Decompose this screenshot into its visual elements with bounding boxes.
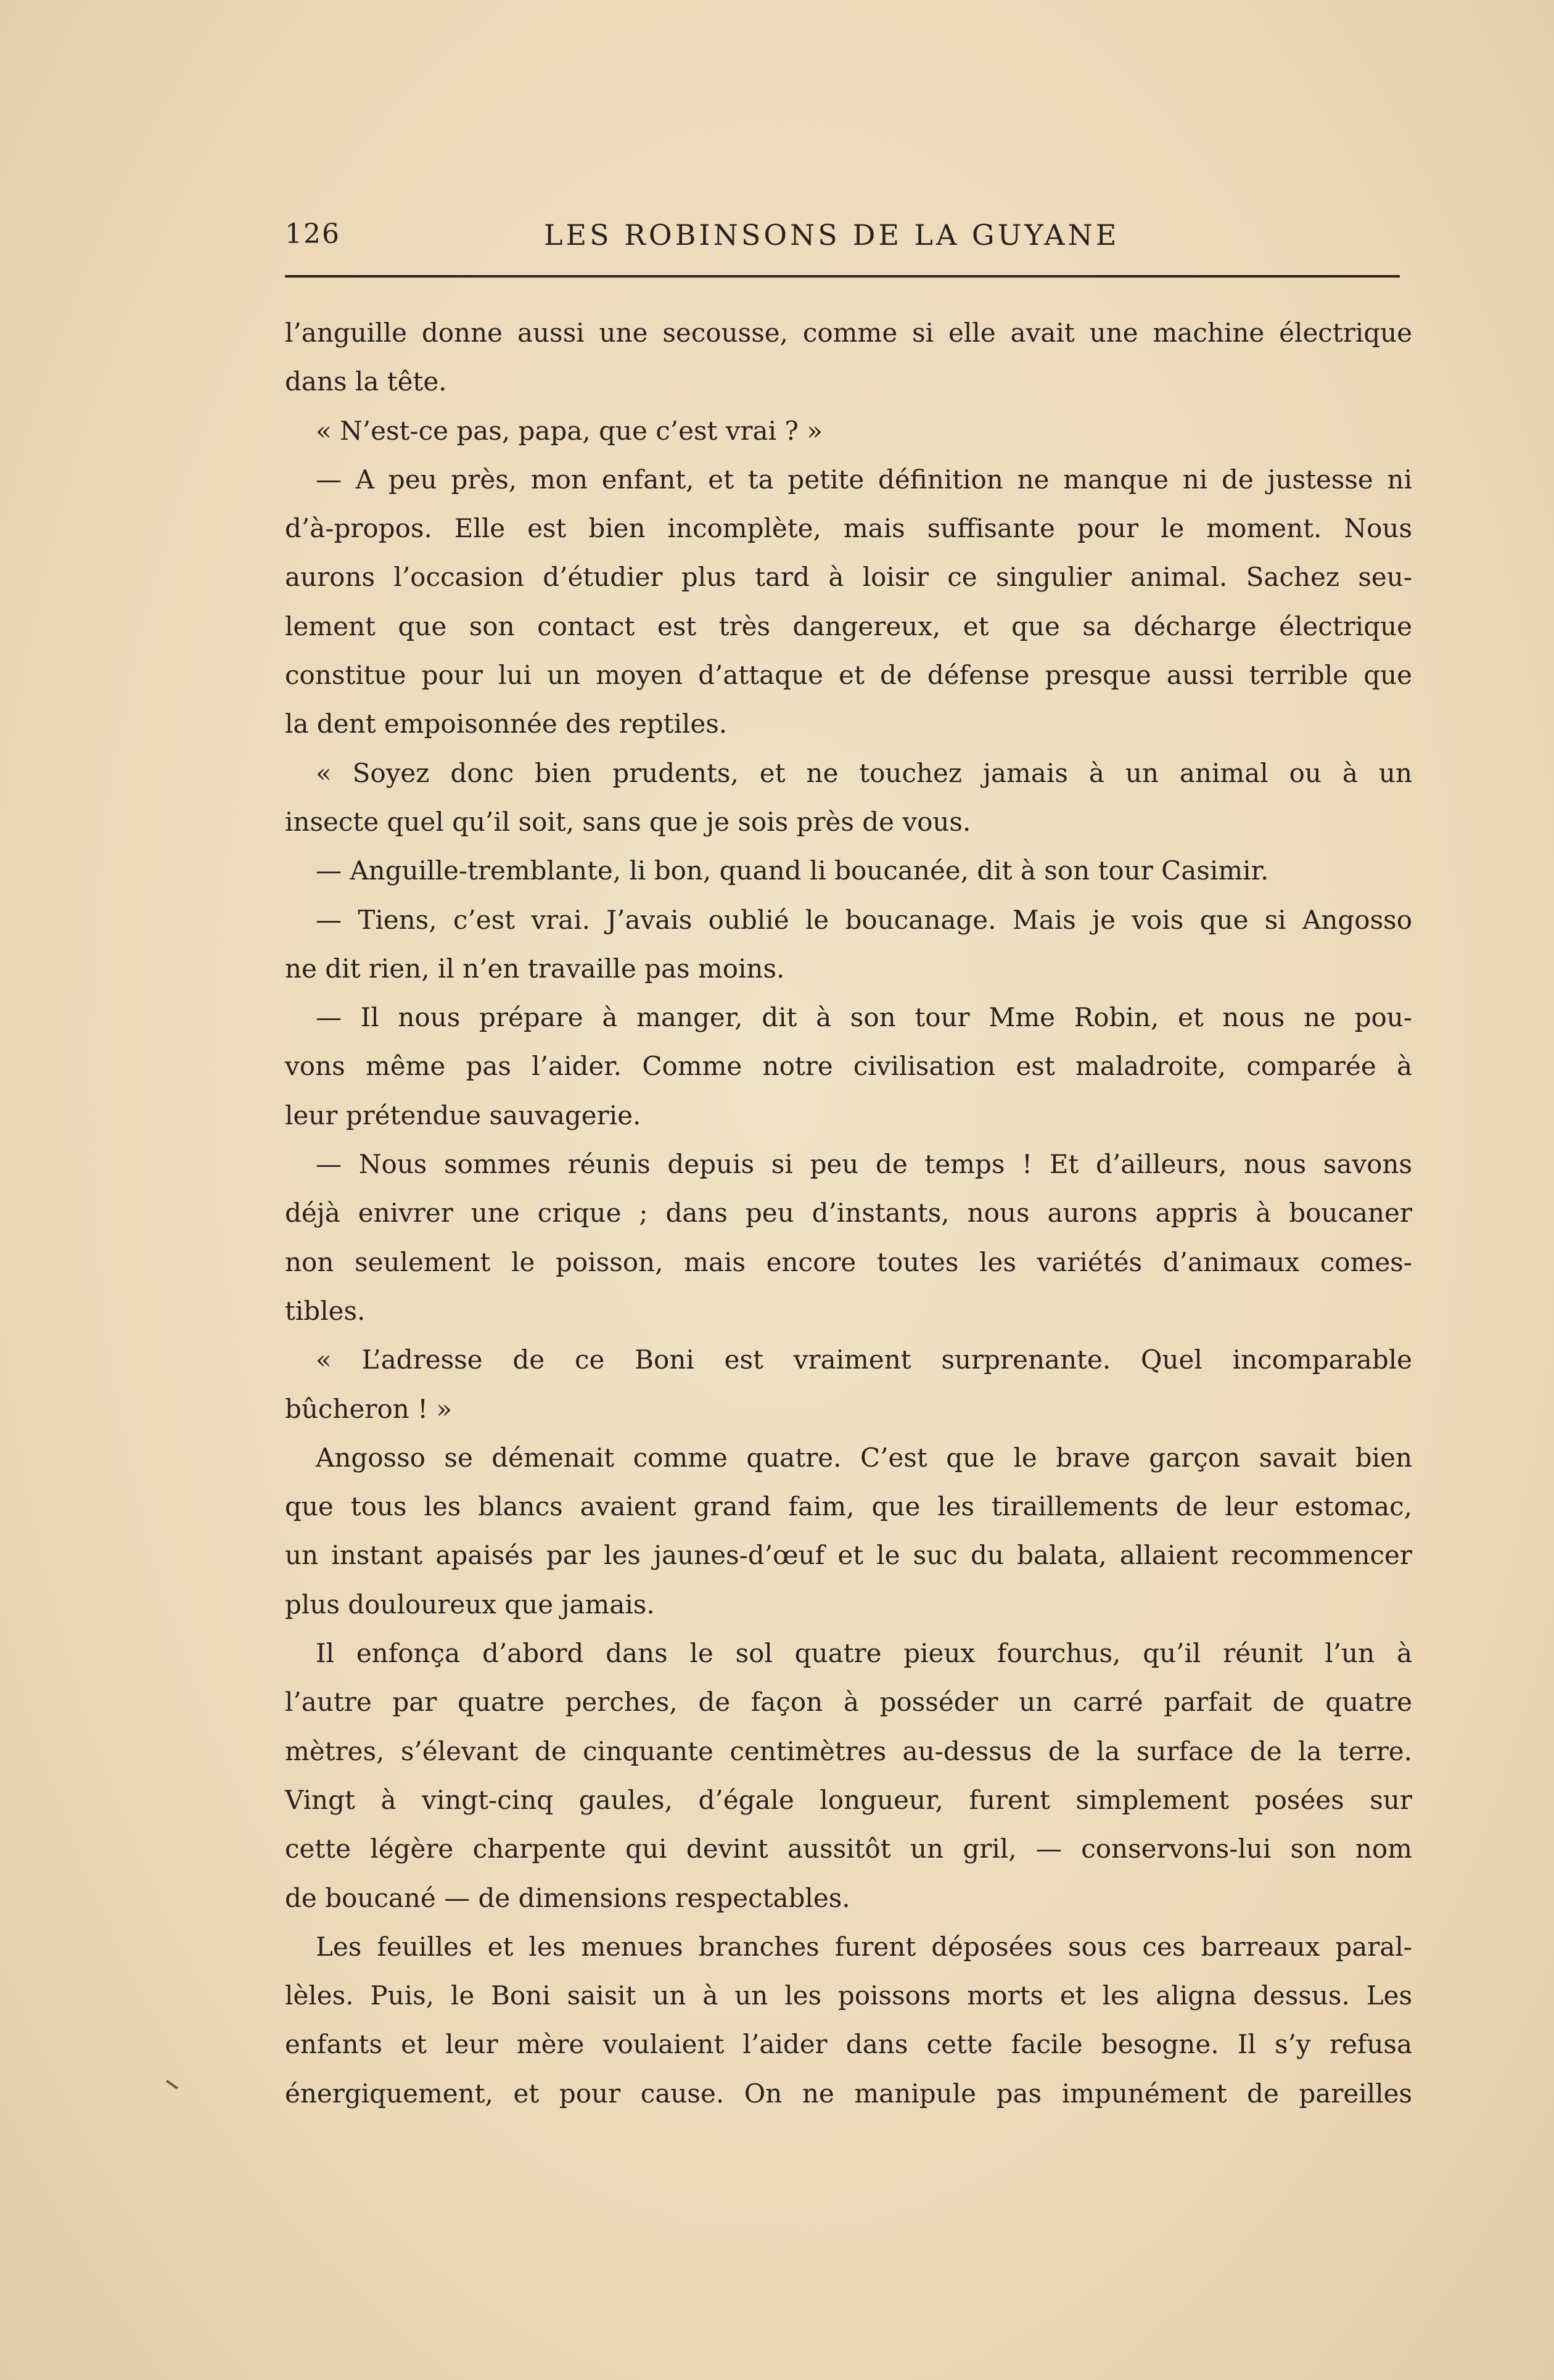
text-line: ne dit rien, il n’en travaille pas moins. — [285, 953, 785, 984]
page-header — [285, 210, 1400, 259]
text-line: cette légère charpente qui devint aussitôt un gril, — conservons-lui son nom — [285, 1834, 1412, 1864]
text-line: non seulement le poisson, mais encore toutes les variétés d’animaux comes- — [285, 1246, 1412, 1277]
text-line: lèles. Puis, le Boni saisit un à un les poissons morts et les aligna dessus. Les — [285, 1980, 1412, 2011]
text-line: aurons l’occasion d’étudier plus tard à loisir ce singulier animal. Sachez seu- — [285, 562, 1412, 593]
text-line: l’anguille donne aussi une secousse, comme si elle avait une machine électrique — [285, 318, 1412, 348]
text-line: mètres, s’élevant de cinquante centimètres au-dessus de la surface de la terre. — [285, 1736, 1412, 1766]
text-line: tibles. — [285, 1295, 366, 1326]
text-line: plus douloureux que jamais. — [285, 1589, 655, 1620]
text-line: que tous les blancs avaient grand faim, que les tiraillements de leur estomac, — [285, 1491, 1412, 1522]
text-line: — Nous sommes réunis depuis si peu de temps ! Et d’ailleurs, nous savons — [316, 1149, 1412, 1180]
text-line: Angosso se démenait comme quatre. C’est que le brave garçon savait bien — [316, 1442, 1412, 1473]
text-line: vons même pas l’aider. Comme notre civilisation est maladroite, comparée à — [285, 1051, 1412, 1082]
text-line: Il enfonça d’abord dans le sol quatre pieux fourchus, qu’il réunit l’un à — [316, 1638, 1412, 1669]
text-line: leur prétendue sauvagerie. — [285, 1100, 641, 1130]
text-line: — Il nous prépare à manger, dit à son tour Mme Robin, et nous ne pou- — [316, 1002, 1412, 1033]
text-line: la dent empoisonnée des reptiles. — [285, 709, 728, 739]
body-text — [285, 308, 1412, 2118]
text-line: un instant apaisés par les jaunes-d’œuf et le suc du balata, allaient recommencer — [285, 1540, 1412, 1571]
text-line: déjà enivrer une crique ; dans peu d’instants, nous aurons appris à boucaner — [285, 1198, 1412, 1229]
ink-mark — [166, 2080, 178, 2090]
page-number: 126 — [285, 218, 340, 250]
text-line: « L’adresse de ce Boni est vraiment surprenante. Quel incomparable — [316, 1344, 1412, 1375]
text-line: d’à-propos. Elle est bien incomplète, mais suffisante pour le moment. Nous — [285, 513, 1412, 544]
text-line: bûcheron ! » — [285, 1393, 453, 1424]
text-line: — A peu près, mon enfant, et ta petite définition ne manque ni de justesse ni — [316, 464, 1412, 495]
text-line: constitue pour lui un moyen d’attaque et de défense presque aussi terrible que — [285, 660, 1412, 691]
text-line: enfants et leur mère voulaient l’aider dans cette facile besogne. Il s’y refusa — [285, 2029, 1412, 2060]
running-title: LES ROBINSONS DE LA GUYANE — [544, 218, 1120, 252]
text-line: lement que son contact est très dangereux, et que sa décharge électrique — [285, 611, 1412, 641]
text-line: — Tiens, c’est vrai. J’avais oublié le boucanage. Mais je vois que si Angosso — [316, 904, 1412, 935]
text-line: insecte quel qu’il soit, sans que je sois près de vous. — [285, 806, 971, 837]
text-line: Les feuilles et les menues branches furent déposées sous ces barreaux paral- — [316, 1931, 1412, 1962]
header-rule — [285, 275, 1400, 278]
text-line: « N’est-ce pas, papa, que c’est vrai ? » — [316, 415, 823, 446]
text-line: l’autre par quatre perches, de façon à posséder un carré parfait de quatre — [285, 1687, 1412, 1718]
text-line: — Anguille-tremblante, li bon, quand li boucanée, dit à son tour Casimir. — [316, 855, 1269, 886]
text-line: « Soyez donc bien prudents, et ne touchez jamais à un animal ou à un — [316, 757, 1412, 788]
text-line: Vingt à vingt-cinq gaules, d’égale longueur, furent simplement posées sur — [285, 1784, 1412, 1815]
text-line: énergiquement, et pour cause. On ne manipule pas impunément de pareilles — [285, 2078, 1412, 2109]
text-line: dans la tête. — [285, 366, 447, 397]
text-line: de boucané — de dimensions respectables. — [285, 1882, 850, 1913]
